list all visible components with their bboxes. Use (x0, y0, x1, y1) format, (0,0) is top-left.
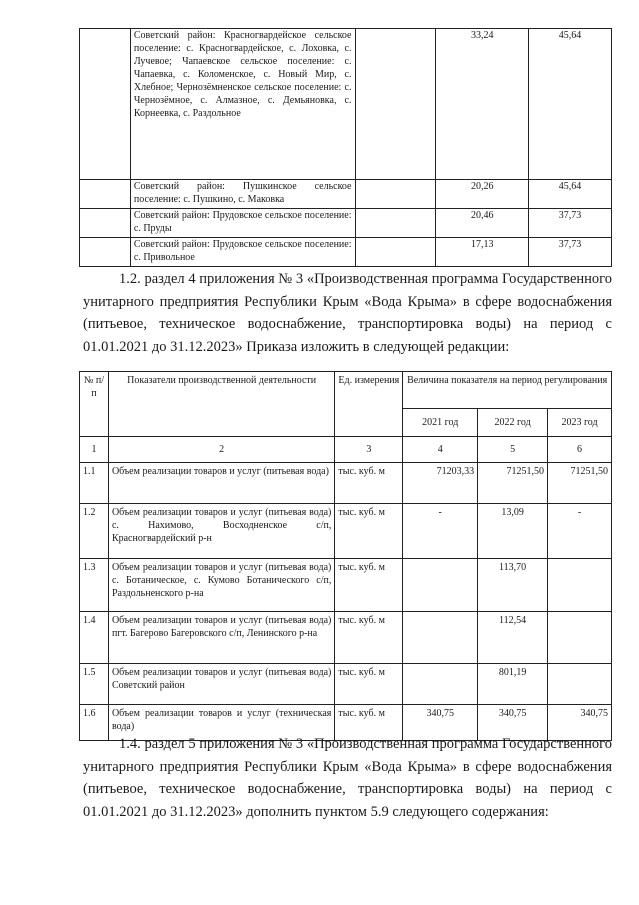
row-unit: тыс. куб. м (335, 705, 403, 741)
table-row (80, 612, 612, 664)
row-indicator: Объем реализации товаров и услуг (питьевая вода) с. Нахимово, Восходненское с/п, Красногвардейский р-н (108, 504, 334, 559)
column-number: 6 (548, 437, 612, 463)
table-cell-settlement: Советский район: Красногвардейское сельское поселение: с. Красногвардейское, с. Лоховка, с. Лучевое; Чапаевское сельское поселение: с. Чапаевка, с. Коломенское, с. Новый Мир, с. Хлебное; Чернозёмненское сельское поселение: с. Чернозёмное, с. Алмазное, с. Демьяновка, с. Корнеевка, с. Раздольное (130, 29, 355, 180)
table-row (80, 209, 612, 238)
header-year-2023: 2023 год (548, 409, 612, 437)
row-indicator: Объем реализации товаров и услуг (питьевая вода) Советский район (108, 664, 334, 705)
row-value-2022: 801,19 (478, 664, 548, 705)
table-row (80, 180, 612, 209)
row-value-2023: 71251,50 (548, 463, 612, 504)
header-number: № п/п (80, 372, 109, 437)
row-number: 1.4 (80, 612, 109, 664)
paragraph-text: 1.2. раздел 4 приложения № 3 «Производственная программа Государственного унитарного предприятия Республики Крым «Вода Крыма» в сфере водоснабжения (питьевое, техническое водоснабжение, транспортировка воды) на период с 01.01.2021 до 31.12.2023» Приказа изложить в следующей редакции: (83, 271, 612, 355)
column-number: 4 (403, 437, 478, 463)
column-number: 2 (108, 437, 334, 463)
header-value-period: Величина показателя на период регулирования (403, 372, 612, 409)
row-unit: тыс. куб. м (335, 463, 403, 504)
table-cell-value: 45,64 (529, 29, 612, 180)
row-value-2023 (548, 612, 612, 664)
table-row (80, 29, 612, 180)
table-continuation (79, 28, 612, 267)
header-year-2021: 2021 год (403, 409, 478, 437)
row-value-2023: - (548, 504, 612, 559)
header-unit: Ед. измерения (335, 372, 403, 437)
row-value-2022: 13,09 (478, 504, 548, 559)
table-row (80, 238, 612, 267)
row-number: 1.5 (80, 664, 109, 705)
table-cell-settlement: Советский район: Прудовское сельское поселение: с. Пруды (130, 209, 355, 238)
table-header-row (80, 372, 612, 409)
column-number: 1 (80, 437, 109, 463)
row-value-2022: 112,54 (478, 612, 548, 664)
paragraph-text: 1.4. раздел 5 приложения № 3 «Производственная программа Государственного унитарного предприятия Республики Крым «Вода Крыма» в сфере водоснабжения (питьевое, техническое водоснабжение, транспортировка воды) на период с 01.01.2021 до 31.12.2023» дополнить пунктом 5.9 следующего содержания: (83, 736, 612, 820)
table-cell-blank (355, 29, 436, 180)
indicators-table (79, 371, 612, 741)
table-row (80, 463, 612, 504)
row-indicator: Объем реализации товаров и услуг (питьевая вода) с. Ботаническое, с. Кумово Ботанического с/п, Раздольненского р-на (108, 559, 334, 612)
row-indicator: Объем реализации товаров и услуг (питьевая вода) пгт. Багерово Багеровского с/п, Ленинского р-на (108, 612, 334, 664)
table-cell-value: 20,46 (436, 209, 529, 238)
row-value-2021 (403, 612, 478, 664)
row-value-2022: 113,70 (478, 559, 548, 612)
row-number: 1.1 (80, 463, 109, 504)
row-value-2021: 340,75 (403, 705, 478, 741)
table-cell-blank (80, 180, 131, 209)
table-cell-settlement: Советский район: Пушкинское сельское поселение: с. Пушкино, с. Маковка (130, 180, 355, 209)
table-cell-value: 37,73 (529, 238, 612, 267)
column-number: 3 (335, 437, 403, 463)
header-indicator: Показатели производственной деятельности (108, 372, 334, 437)
row-indicator: Объем реализации товаров и услуг (техническая вода) (108, 705, 334, 741)
row-value-2021: - (403, 504, 478, 559)
table-cell-settlement: Советский район: Прудовское сельское поселение: с. Привольное (130, 238, 355, 267)
table-cell-blank (355, 180, 436, 209)
column-number: 5 (478, 437, 548, 463)
table-cell-blank (80, 209, 131, 238)
row-value-2022: 71251,50 (478, 463, 548, 504)
table-cell-value: 45,64 (529, 180, 612, 209)
row-unit: тыс. куб. м (335, 664, 403, 705)
row-value-2023: 340,75 (548, 705, 612, 741)
table-cell-value: 20,26 (436, 180, 529, 209)
table-row (80, 559, 612, 612)
row-indicator: Объем реализации товаров и услуг (питьевая вода) (108, 463, 334, 504)
table-cell-blank (355, 238, 436, 267)
table-cell-blank (80, 29, 131, 180)
row-value-2023 (548, 559, 612, 612)
row-unit: тыс. куб. м (335, 612, 403, 664)
table-row (80, 664, 612, 705)
paragraph-1-2 (83, 268, 612, 358)
table-row (80, 504, 612, 559)
row-value-2021 (403, 559, 478, 612)
row-unit: тыс. куб. м (335, 504, 403, 559)
row-number: 1.2 (80, 504, 109, 559)
table-column-numbers-row (80, 437, 612, 463)
row-value-2021 (403, 664, 478, 705)
table-cell-value: 33,24 (436, 29, 529, 180)
table-cell-blank (355, 209, 436, 238)
row-value-2021: 71203,33 (403, 463, 478, 504)
table-cell-value: 37,73 (529, 209, 612, 238)
row-number: 1.3 (80, 559, 109, 612)
row-value-2022: 340,75 (478, 705, 548, 741)
paragraph-1-4 (83, 733, 612, 823)
row-value-2023 (548, 664, 612, 705)
header-year-2022: 2022 год (478, 409, 548, 437)
table-cell-value: 17,13 (436, 238, 529, 267)
row-unit: тыс. куб. м (335, 559, 403, 612)
row-number: 1.6 (80, 705, 109, 741)
table-cell-blank (80, 238, 131, 267)
